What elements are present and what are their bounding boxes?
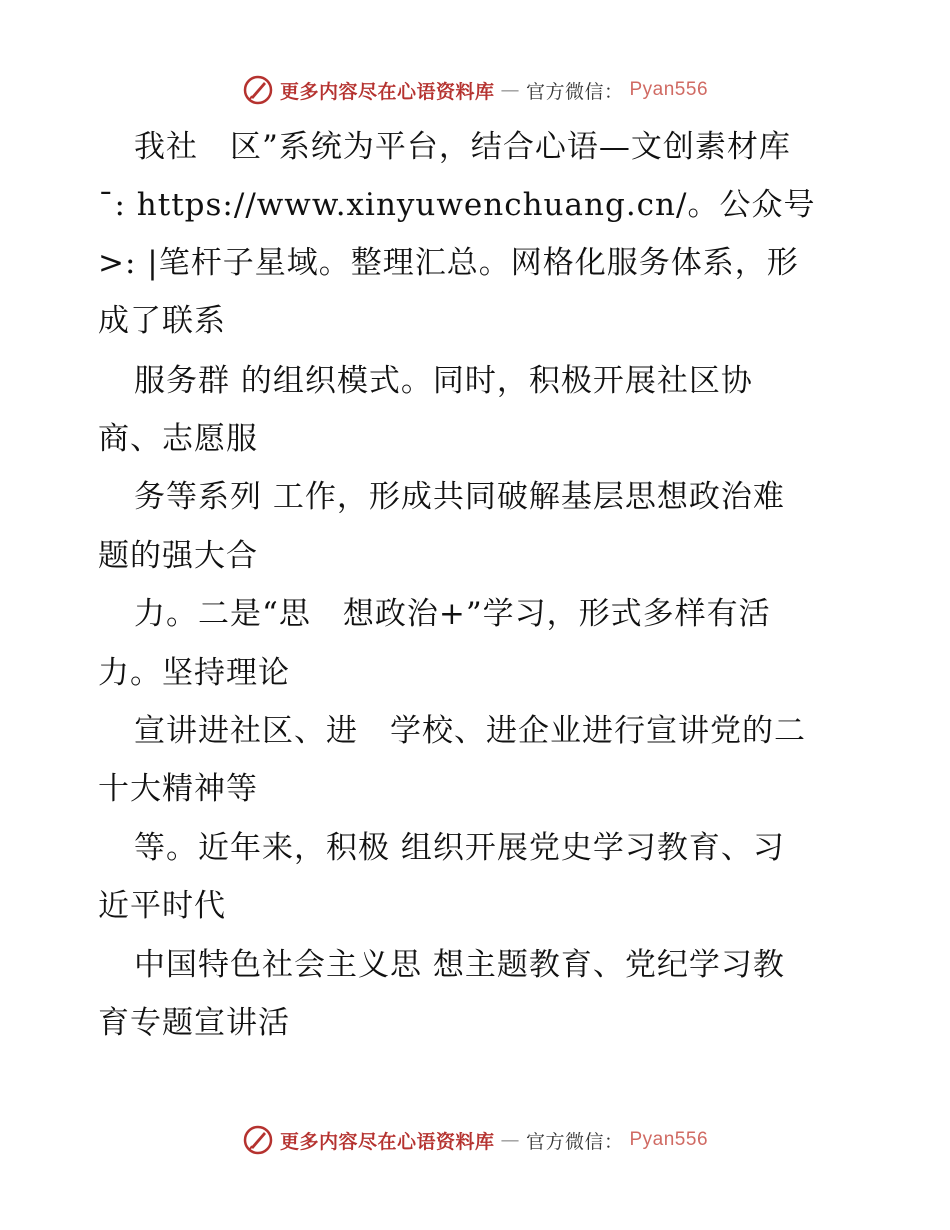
footer-watermark	[0, 1120, 950, 1160]
banner-wechat-id: Pyan556	[629, 79, 709, 100]
banner-site-text: 更多内容尽在心语资料库	[279, 1130, 495, 1153]
body-line: 成了联系	[98, 303, 226, 339]
body-line: 商、志愿服	[98, 421, 258, 457]
body-line: 务等系列 工作，形成共同破解基层思想政治难	[134, 479, 785, 515]
banner-wechat-label: 官方微信：	[525, 1130, 624, 1153]
body-line: 力。二是“思 想政治+”学习，形式多样有活	[134, 596, 771, 632]
banner-wechat-label: 官方微信：	[525, 80, 624, 103]
banner-site-text: 更多内容尽在心语资料库	[279, 80, 495, 103]
body-line: 十大精神等	[98, 771, 258, 807]
body-line: 育专题宣讲活	[98, 1005, 290, 1041]
banner-separator: —	[500, 1129, 520, 1151]
quill-seal-icon	[242, 1124, 274, 1156]
body-line: 我社 区”系统为平台，结合心语—文创素材库	[134, 129, 791, 165]
body-line: 中国特色社会主义思 想主题教育、党纪学习教	[134, 947, 785, 983]
body-line: >: |笔杆子星域。整理汇总。网格化服务体系，形	[98, 245, 799, 281]
body-line: 服务群 的组织模式。同时，积极开展社区协	[134, 363, 753, 399]
body-line: 题的强大合	[98, 538, 258, 574]
body-line: 力。坚持理论	[98, 655, 290, 691]
banner-separator: —	[500, 79, 520, 101]
banner-wechat-id: Pyan556	[629, 1129, 709, 1150]
body-line: 等。近年来，积极 组织开展党史学习教育、习	[134, 830, 785, 866]
body-line: 近平时代	[98, 888, 226, 924]
body-line: 宣讲进社区、进 学校、进企业进行宣讲党的二	[134, 713, 806, 749]
body-line: ¯: https://www.xinyuwenchuang.cn/。公众号	[98, 187, 816, 223]
